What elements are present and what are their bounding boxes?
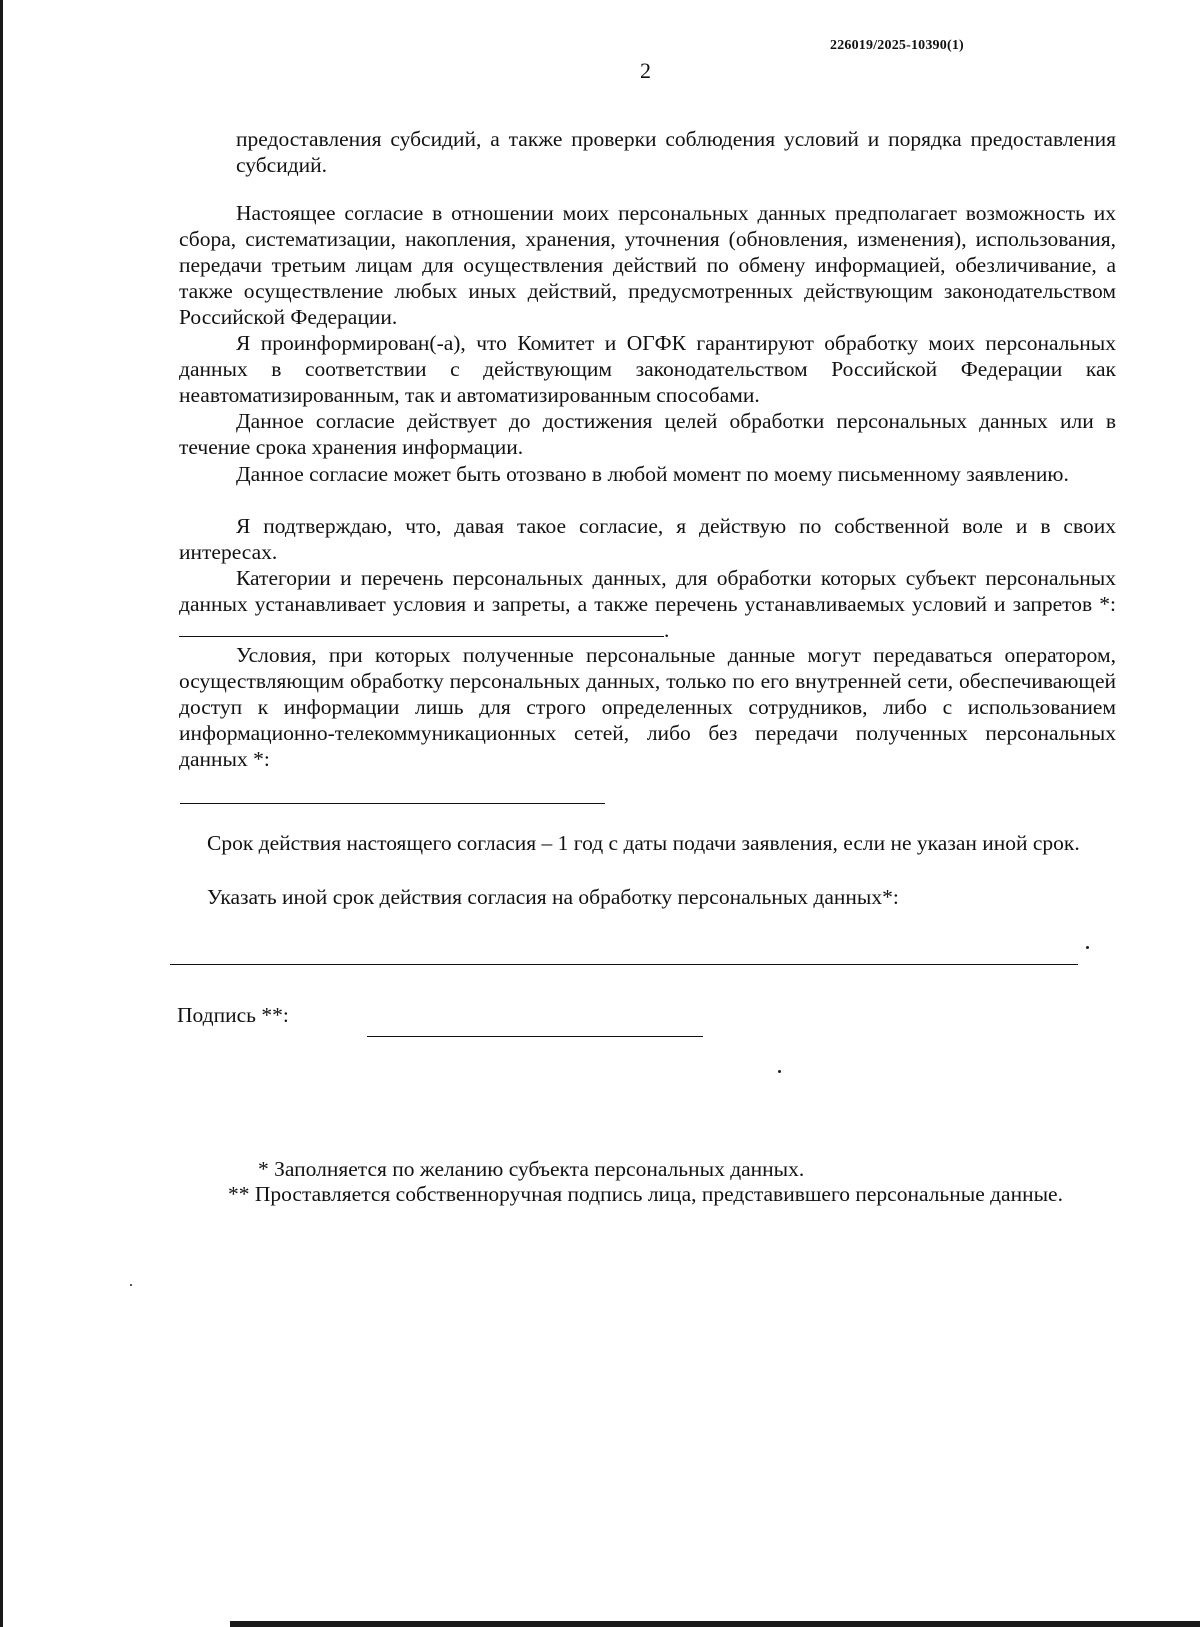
transfer-conditions-fill-line <box>180 803 605 804</box>
paragraph-term: Срок действия настоящего согласия – 1 год с даты подачи заявления, если не указан иной срок. <box>207 831 1080 855</box>
document-registration-number: 226019/2025-10390(1) <box>830 38 964 53</box>
paragraph-transfer: Условия, при которых полученные персональные данные могут передаваться оператором, осуществляющим обработку персональных данных, только по его внутренней сети, обеспечивающей доступ к информации лишь для строго определенных сотрудников, либо с использованием информационно-телекоммуникационных сетей, либо без передачи полученных персональных данных *: <box>179 643 1116 771</box>
paragraph-validity: Данное согласие действует до достижения целей обработки персональных данных или в течение срока хранения информации. <box>179 409 1116 459</box>
scan-edge-bottom <box>230 1621 1200 1627</box>
signature-fill-line <box>367 1036 703 1037</box>
page-number: 2 <box>640 58 651 83</box>
signature-label: Подпись **: <box>177 1003 289 1027</box>
scan-edge-left <box>0 0 3 1627</box>
other-term-fill-line <box>170 964 1078 965</box>
categories-fill-line <box>179 618 664 637</box>
scan-speck <box>1086 946 1089 949</box>
footnote-signature: ** Проставляется собственноручная подпись лица, представившего персональные данные. <box>228 1182 1063 1206</box>
scan-speck <box>778 1070 781 1073</box>
paragraph-intro: предоставления субсидий, а также проверки соблюдения условий и порядка предоставления субсидий. <box>236 127 1116 177</box>
paragraph-confirm: Я подтверждаю, что, давая такое согласие, я действую по собственной воле и в своих интересах. <box>179 514 1116 564</box>
paragraph-categories <box>179 565 1116 643</box>
paragraph-informed: Я проинформирован(-а), что Комитет и ОГФК гарантируют обработку моих персональных данных в соответствии с действующим законодательством Российской Федерации как неавтоматизированным, так и автоматизированным способами. <box>179 331 1116 407</box>
paragraph-other-term: Указать иной срок действия согласия на обработку персональных данных*: <box>207 885 899 909</box>
paragraph-consent-scope: Настоящее согласие в отношении моих персональных данных предполагает возможность их сбора, систематизации, накопления, хранения, уточнения (обновления, изменения), использования, передачи третьим лицам для осуществления действий по обмену информацией, обезличивание, а также осуществление любых иных действий, предусмотренных действующим законодательством Российской Федерации. <box>179 201 1116 329</box>
scan-speck <box>130 1284 132 1286</box>
paragraph-categories-text: Категории и перечень персональных данных, для обработки которых субъект персональных данных устанавливает условия и запреты, а также перечень устанавливаемых условий и запретов *: <box>179 566 1116 616</box>
paragraph-categories-end: . <box>664 618 670 642</box>
paragraph-revoke: Данное согласие может быть отозвано в любой момент по моему письменному заявлению. <box>236 462 1069 486</box>
footnote-optional: * Заполняется по желанию субъекта персональных данных. <box>258 1157 805 1181</box>
